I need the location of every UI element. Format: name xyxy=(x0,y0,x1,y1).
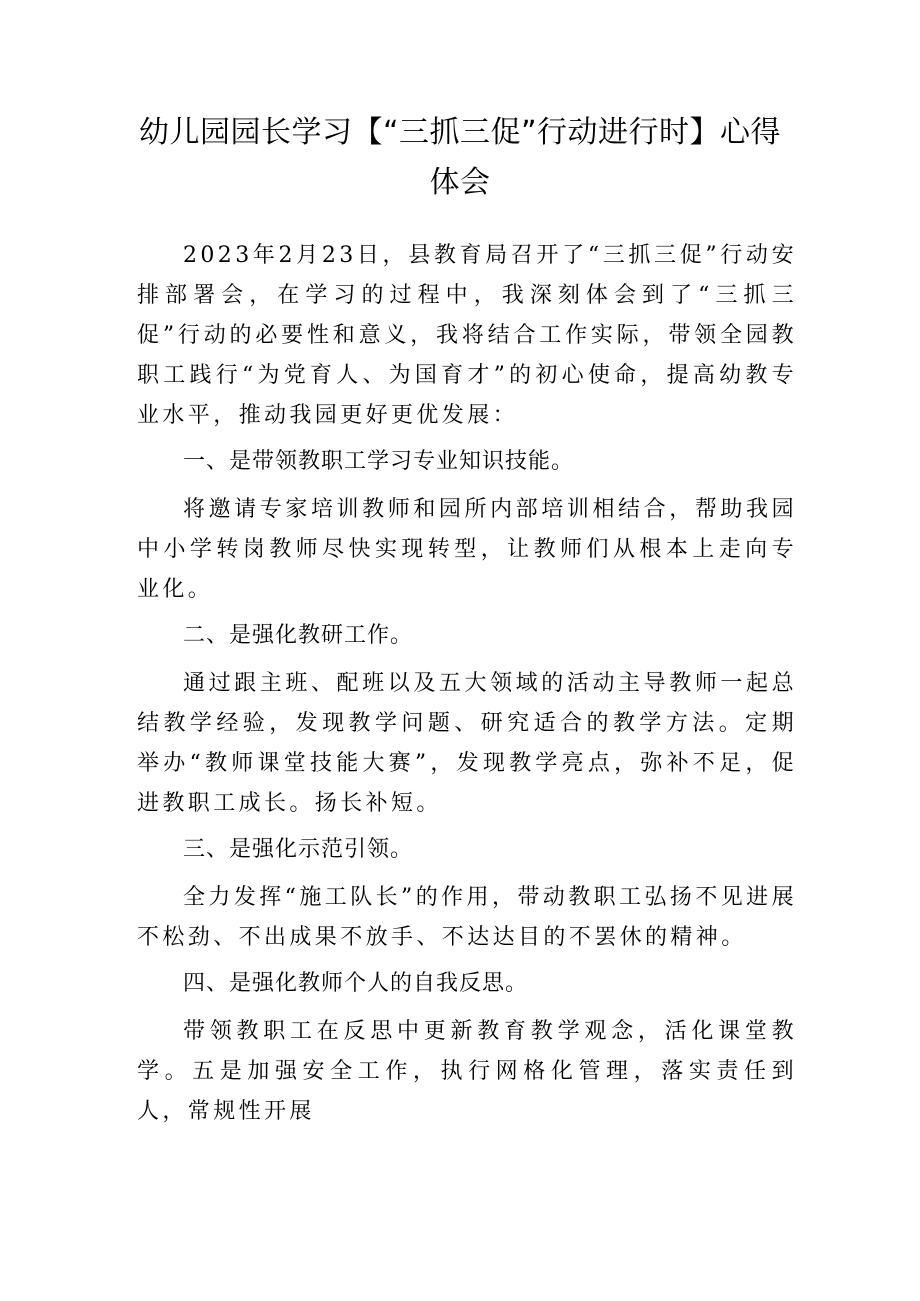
section-4-heading: 四、是强化教师个人的自我反思。 xyxy=(183,971,529,996)
intro-paragraph: 2023年2月23日，县教育局召开了“三抓三促”行动安排部署会，在学习的过程中，我深刻体会到了“三抓三促”行动的必要性和意义，我将结合工作实际，带领全园教职工践行“为党育人、为国育才”的初心使命，提高幼教专业水平，推动我园更好更优发展： xyxy=(137,243,797,428)
section-1-heading: 一、是带领教职工学习专业知识技能。 xyxy=(183,449,575,474)
document-title: 幼儿园园长学习【“三抓三促”行动进行时】心得体会 xyxy=(138,115,782,200)
section-4-text: 带领教职工在反思中更新教育教学观念，活化课堂教学。五是加强安全工作，执行网格化管理，落实责任到人，常规性开展 xyxy=(137,1019,797,1124)
section-1-text: 将邀请专家培训教师和园所内部培训相结合，帮助我园中小学转岗教师尽快实现转型，让教师们从根本上走向专业化。 xyxy=(137,497,797,602)
document-body xyxy=(137,236,797,1132)
section-2-text: 通过跟主班、配班以及五大领域的活动主导教师一起总结教学经验，发现教学问题、研究适合的教学方法。定期举办“教师课堂技能大赛”，发现教学亮点，弥补不足，促进教职工成长。扬长补短。 xyxy=(137,671,797,816)
section-3-heading: 三、是强化示范引领。 xyxy=(183,837,414,862)
section-3-text: 全力发挥“施工队长”的作用，带动教职工弘扬不见进展不松劲、不出成果不放手、不达达目的不罢休的精神。 xyxy=(137,885,797,950)
section-2-heading: 二、是强化教研工作。 xyxy=(183,623,414,648)
